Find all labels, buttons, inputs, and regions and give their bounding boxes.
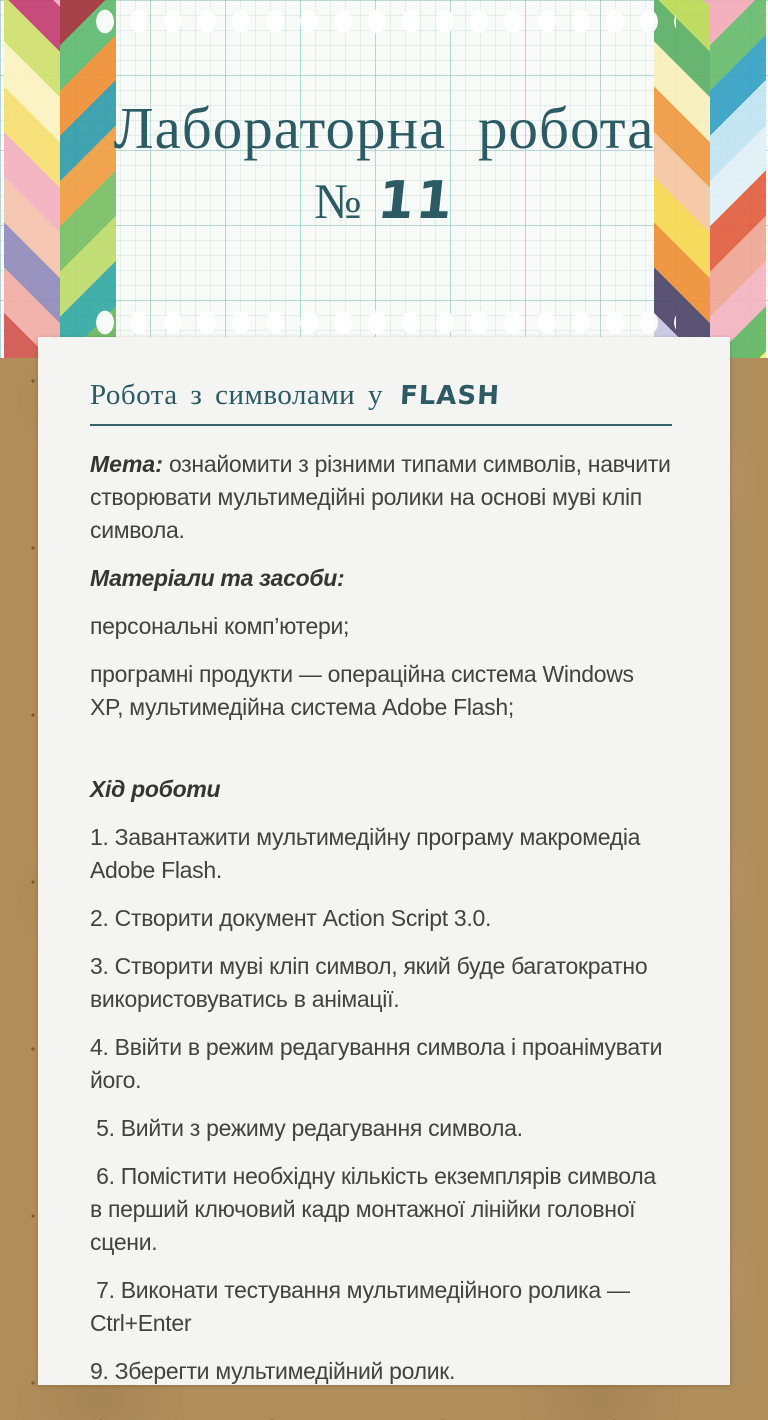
meta-label: Мета: (90, 451, 163, 477)
flash-accent-text: FLASH (398, 381, 501, 411)
materials-item: персональні комп’ютери; (90, 613, 350, 639)
step-item: 3. Створити муві кліп символ, який буде багатократно використовуватись в анімації. (90, 953, 654, 1012)
page-title-line1: Лабораторна робота (113, 95, 655, 161)
step-item: 2. Створити документ Action Script 3.0. (90, 905, 492, 931)
lab-number: 11 (374, 170, 458, 231)
materials-heading: Матеріали та засоби: (90, 565, 345, 591)
meta-paragraph (90, 448, 672, 547)
meta-text: ознайомити з різними типами символів, навчити створювати мультимедійні ролики на основі муві кліп символа. (90, 451, 671, 543)
materials-item: програмні продукти — операційна система Windows XP, мультимедійна система Adobe Flash; (90, 661, 634, 720)
card-heading-text: Робота з символами у (90, 379, 383, 411)
step-item: 1. Завантажити мультимедійну програму макромедіа Adobe Flash. (90, 824, 647, 883)
page-title-line2 (0, 171, 768, 231)
content-card (38, 337, 730, 1385)
page-title (0, 0, 768, 231)
step-item: 5. Вийти з режиму редагування символа. (90, 1115, 523, 1141)
card-heading (90, 379, 672, 412)
blank-line (90, 739, 672, 773)
numero-sign: № (313, 172, 364, 229)
procedure-heading: Хід роботи (90, 776, 221, 802)
header-banner (0, 0, 768, 358)
step-item: 6. Помістити необхідну кількість екземплярів символа в перший ключовий кадр монтажної лінійки головної сцени. (90, 1163, 662, 1255)
notebook-holes-bottom (88, 309, 676, 336)
heading-divider (90, 424, 672, 426)
step-item: 7. Виконати тестування мультимедійного ролика — Ctrl+Enter (90, 1277, 636, 1336)
step-item: 9. Зберегти мультимедійний ролик. (90, 1358, 456, 1384)
step-item: 4. Ввійти в режим редагування символа і проанімувати його. (90, 1034, 669, 1093)
